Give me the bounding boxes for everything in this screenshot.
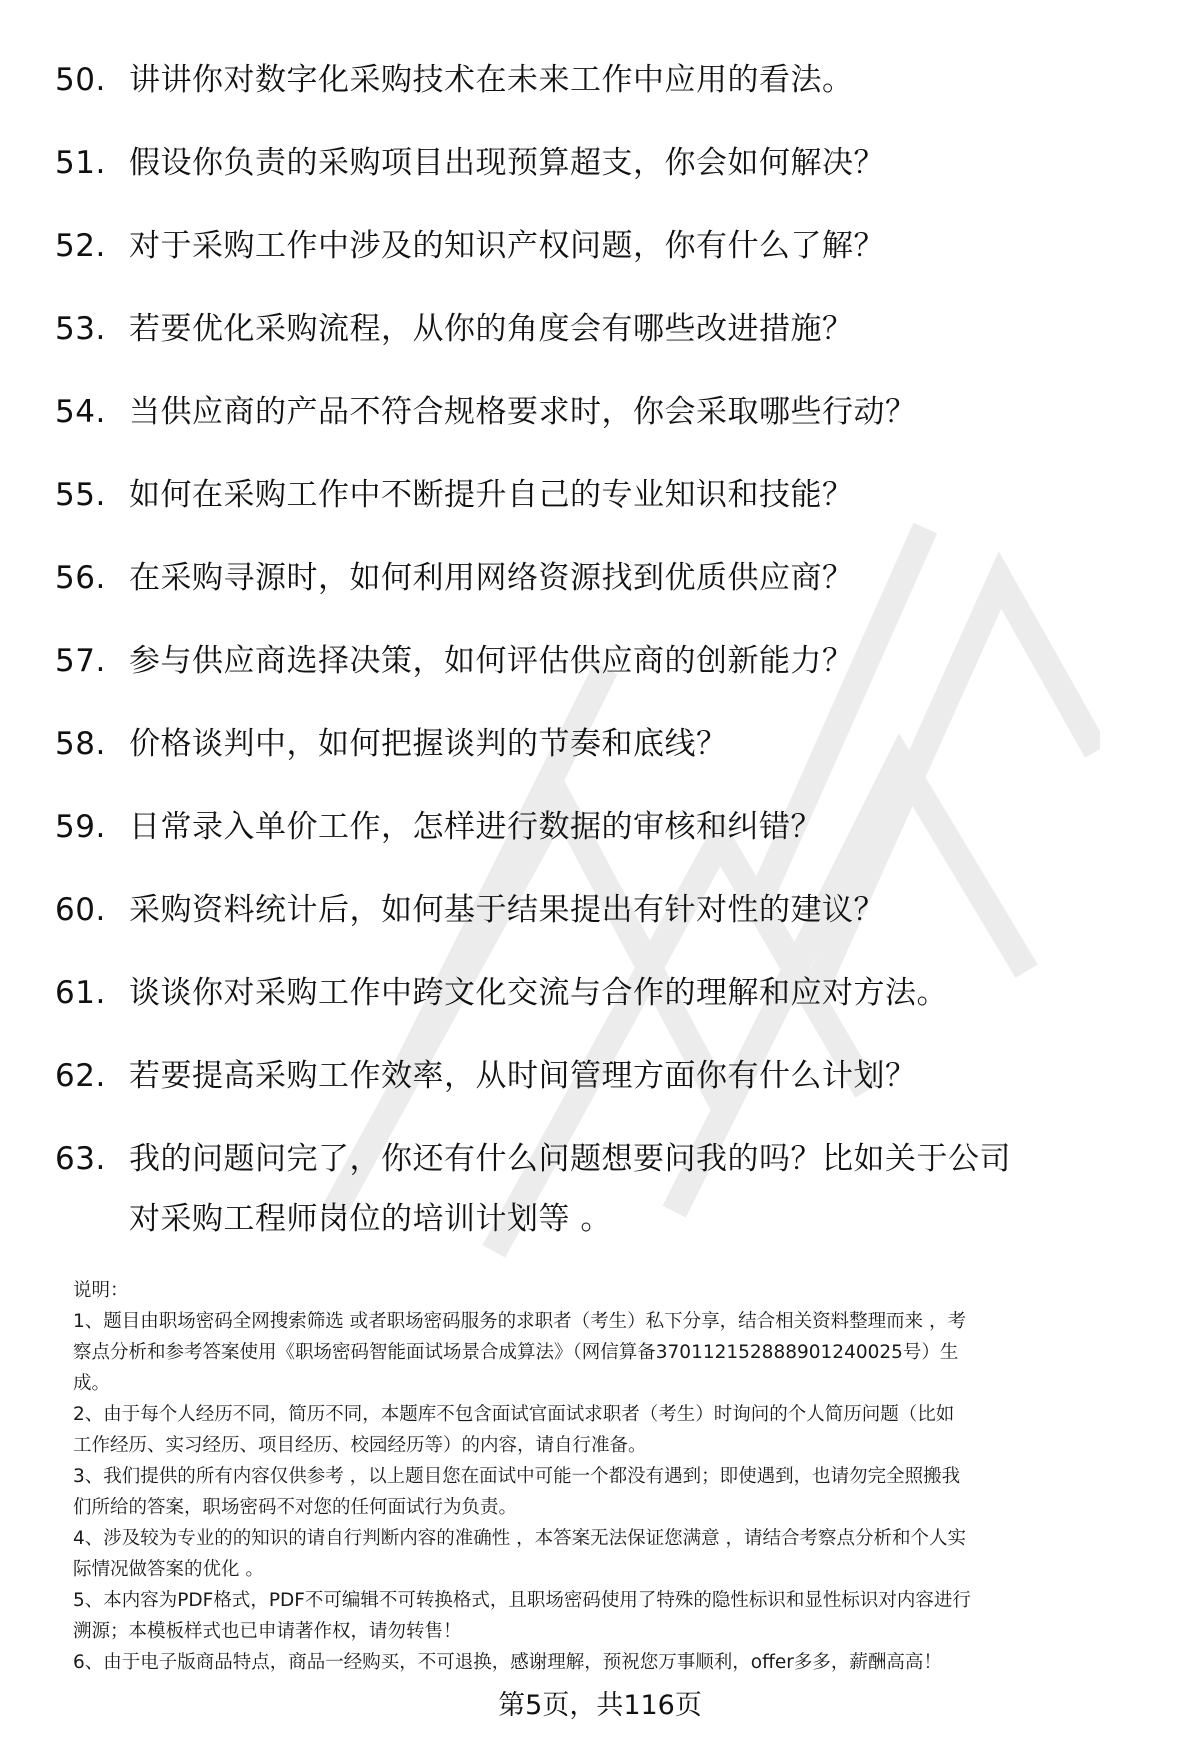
question-number: 54. [55,394,106,430]
note-line: 察点分析和参考答案使用《职场密码智能面试场景合成算法》（网信算备370112152888901240025号）生 [73,1342,959,1363]
note-line: 们所给的答案，职场密码不对您的任何面试行为负责。 [73,1497,518,1518]
question-item [55,724,1155,807]
notes-title: 说明： [73,1280,129,1301]
question-text: 对于采购工作中涉及的知识产权问题，你有什么了解？ [129,228,885,264]
note-line: 成。 [73,1373,111,1394]
note-line: 溯源；本模板样式也已申请著作权，请勿转售！ [73,1621,462,1642]
note-line: 3、我们提供的所有内容仅供参考 ，以上题目您在面试中可能一个都没有遇到；即使遇到，也请勿完全照搬我 [73,1466,961,1487]
question-text: 讲讲你对数字化采购技术在未来工作中应用的看法。 [129,62,854,98]
question-text-line: 我的问题问完了，你还有什么问题想要问我的吗？比如关于公司 [129,1141,1011,1177]
note-line: 2、由于每个人经历不同，简历不同，本题库不包含面试官面试求职者（考生）时询问的个人简历问题（比如 [73,1404,955,1425]
question-item [55,973,1155,1056]
question-item [55,807,1155,890]
question-item [55,60,1155,143]
question-text: 采购资料统计后，如何基于结果提出有针对性的建议？ [129,892,885,928]
question-number: 61. [55,975,106,1011]
question-item [55,1139,1155,1239]
question-item [55,226,1155,309]
question-text: 当供应商的产品不符合规格要求时，你会采取哪些行动？ [129,394,917,430]
question-number: 57. [55,643,106,679]
question-text: 如何在采购工作中不断提升自己的专业知识和技能？ [129,477,854,513]
question-number: 50. [55,62,106,98]
question-number: 58. [55,726,106,762]
note-line: 6、由于电子版商品特点，商品一经购买，不可退换，感谢理解，预祝您万事顺利，offer多多，薪酬高高！ [73,1652,942,1673]
question-text [129,1139,1139,1239]
question-list [55,60,1155,1239]
question-number: 63. [55,1141,106,1177]
question-number: 62. [55,1058,106,1094]
question-text: 参与供应商选择决策，如何评估供应商的创新能力？ [129,643,854,679]
question-text: 价格谈判中，如何把握谈判的节奏和底线？ [129,726,728,762]
note-line: 工作经历、实习经历、项目经历、校园经历等）的内容，请自行准备。 [73,1435,647,1456]
question-text-line: 对采购工程师岗位的培训计划等 。 [129,1201,612,1237]
question-item [55,641,1155,724]
question-text: 假设你负责的采购项目出现预算超支，你会如何解决？ [129,145,885,181]
question-item [55,143,1155,226]
question-item [55,558,1155,641]
question-item [55,890,1155,973]
note-line: 际情况做答案的优化 。 [73,1559,264,1580]
question-item [55,475,1155,558]
note-line: 5、本内容为PDF格式，PDF不可编辑不可转换格式，且职场密码使用了特殊的隐性标识和显性标识对内容进行 [73,1590,971,1611]
question-item [55,392,1155,475]
note-line: 1、题目由职场密码全网搜索筛选 或者职场密码服务的求职者（考生）私下分享，结合相关资料整理而来 ，考 [73,1311,967,1332]
question-number: 55. [55,477,106,513]
question-item [55,309,1155,392]
question-text: 日常录入单价工作，怎样进行数据的审核和纠错？ [129,809,822,845]
question-number: 52. [55,228,106,264]
question-number: 59. [55,809,106,845]
question-number: 60. [55,892,106,928]
question-number: 51. [55,145,106,181]
note-line: 4、涉及较为专业的的知识的请自行判断内容的准确性 ，本答案无法保证您满意 ，请结合考察点分析和个人实 [73,1528,967,1549]
question-number: 56. [55,560,106,596]
question-text: 在采购寻源时，如何利用网络资源找到优质供应商？ [129,560,854,596]
page-footer [0,1688,1200,1724]
question-text: 若要优化采购流程，从你的角度会有哪些改进措施？ [129,311,854,347]
question-number: 53. [55,311,106,347]
notes-section [73,1275,1153,1678]
question-item [55,1056,1155,1139]
page-number-label: 第5页，共116页 [498,1690,702,1721]
question-text: 谈谈你对采购工作中跨文化交流与合作的理解和应对方法。 [129,975,948,1011]
question-text: 若要提高采购工作效率，从时间管理方面你有什么计划？ [129,1058,917,1094]
